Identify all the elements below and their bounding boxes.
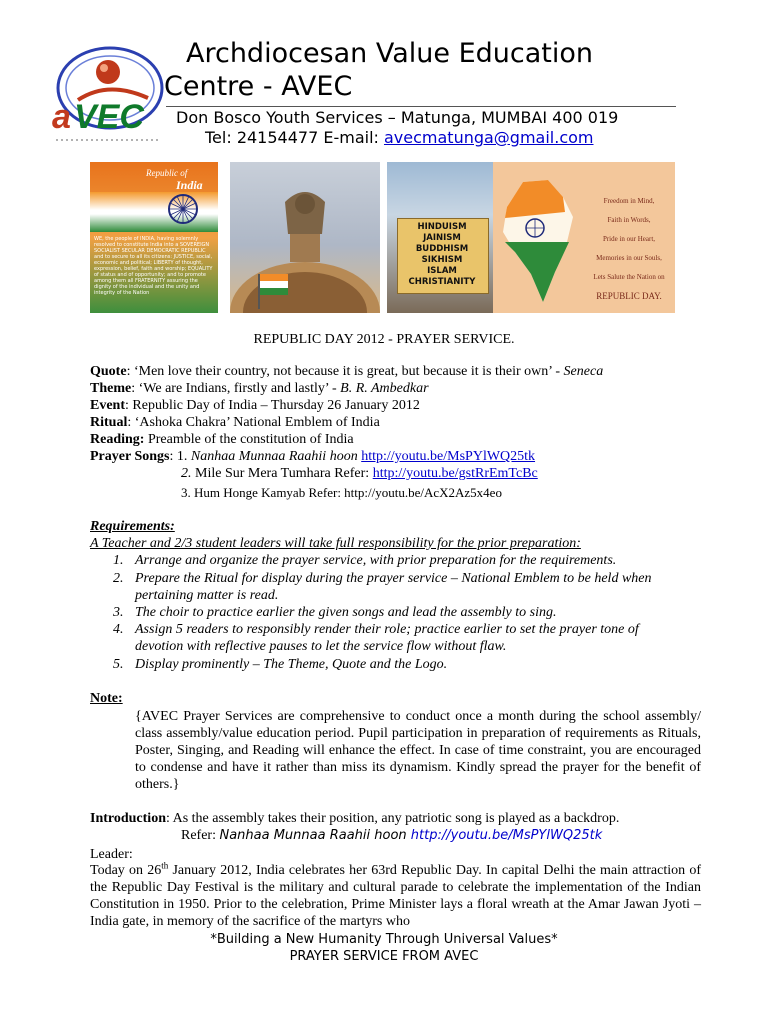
religions-list <box>399 222 485 288</box>
leader-text-b: January 2012, India celebrates her 63rd Republic Day. In capital Delhi the main attraction of the Republic Day Festival is the military and cultural parade to celebrate the implementation of the Indian Constitution in 1950. Prior to the celebration, Prime Minister lays a floral wreath at the Amar Jawan Jyoti – India gate, in memory of the sacrifice of the martyrs who <box>90 863 701 929</box>
req-item-5 <box>113 656 447 673</box>
introduction-label: Introduction <box>90 811 166 826</box>
note-text: {AVEC Prayer Services are comprehensive to conduct once a month during the school assembly/ class assembly/value education period. Pupil participation in preparation of requirements as Rituals, Poster, Singing, and Reading will enhance the effect. In case of time constraint, you are encouraged to condense and have it rather than miss its dynamism. Kindly spread the prayer for the benefit of others.} <box>135 709 701 792</box>
note-label: Note: <box>90 691 123 706</box>
song2-num: 2. <box>181 466 192 481</box>
song3-line <box>181 484 502 501</box>
page-heading: REPUBLIC DAY 2012 - PRAYER SERVICE. <box>253 332 515 347</box>
refer-label: Refer: <box>181 828 220 843</box>
header-address: Don Bosco Youth Services – Matunga, MUMBAI 400 019 <box>176 108 619 127</box>
requirements-intro: A Teacher and 2/3 student leaders will take full responsibility for the prior preparation: <box>90 536 581 551</box>
song3-num: 3. <box>181 485 191 500</box>
header-tel: Tel: 24154477 E-mail: <box>205 128 384 147</box>
logo-graphic <box>48 40 168 150</box>
quote-text: : ‘Men love their country, not because it is great, but because it is their own’ - <box>126 364 564 379</box>
image1-title: Republic of <box>146 168 188 178</box>
ritual-line <box>90 414 380 431</box>
image-republic-of-india <box>90 162 218 313</box>
svg-text:VEC: VEC <box>74 98 144 136</box>
header-title-line1: Archdiocesan Value Education <box>186 38 594 69</box>
refer-line <box>181 827 602 844</box>
req-item-4 <box>113 621 639 638</box>
req-text: pertaining matter is read. <box>135 588 279 603</box>
religion-6: CHRISTIANITY <box>408 277 476 287</box>
ritual-label: Ritual <box>90 415 128 430</box>
footer-source: PRAYER SERVICE FROM AVEC <box>289 949 479 964</box>
image-religions <box>387 162 493 313</box>
poem-line-5: Lets Salute the Nation on <box>593 273 665 281</box>
song1-title: Nanhaa Munnaa Raahii hoon <box>190 449 358 464</box>
avec-logo <box>48 40 168 150</box>
theme-text: : ‘We are Indians, firstly and lastly’ - <box>131 381 341 396</box>
quote-author: Seneca <box>563 364 604 379</box>
song2-line <box>181 465 538 482</box>
req-item-2 <box>113 570 652 587</box>
event-label: Event <box>90 398 125 413</box>
req-item-1 <box>113 552 616 569</box>
ashoka-chakra-icon <box>166 192 200 226</box>
religion-3: BUDDHISM <box>415 244 469 254</box>
quote-label: Quote <box>90 364 127 379</box>
req-item-4-cont <box>113 638 506 655</box>
req-num: 4. <box>113 622 124 637</box>
req-item-2-cont <box>113 587 278 604</box>
req-num: 1. <box>113 553 124 568</box>
req-num: 3. <box>113 605 124 620</box>
religion-2: JAINISM <box>423 233 461 243</box>
poem-line-1: Freedom in Mind, <box>603 197 655 205</box>
req-text: devotion with reflective pauses to let the service flow without flaw. <box>135 639 507 654</box>
leader-text-a: Today on 26 <box>90 863 162 878</box>
ritual-text: : ‘Ashoka Chakra’ National Emblem of India <box>127 415 380 430</box>
req-num: 2. <box>113 571 124 586</box>
image-parliament-emblem <box>230 162 380 313</box>
poem-line-4: Memories in our Souls, <box>596 254 662 262</box>
song1-line <box>90 448 535 465</box>
introduction-line <box>90 810 619 827</box>
req-num: 5. <box>113 657 124 672</box>
emblem-dome-graphic <box>230 162 380 313</box>
req-text: Arrange and organize the prayer service, with prior preparation for the requirements. <box>135 553 617 568</box>
header-email-link[interactable]: avecmatunga@gmail.com <box>383 128 594 147</box>
footer-tagline: *Building a New Humanity Through Universal Values* <box>0 932 768 948</box>
image-salute-nation <box>493 162 675 313</box>
song2-link[interactable]: http://youtu.be/gstRrEmTcBc <box>372 466 538 481</box>
req-text: The choir to practice earlier the given songs and lead the assembly to sing. <box>135 605 557 620</box>
leader-paragraph <box>90 862 701 930</box>
religion-1: HINDUISM <box>417 222 467 232</box>
req-item-3 <box>113 604 557 621</box>
theme-line <box>90 380 429 397</box>
religion-5: ISLAM <box>427 266 457 276</box>
req-text: Prepare the Ritual for display during the prayer service – National Emblem to be held when <box>135 571 652 586</box>
song2-title: Mile Sur Mera Tumhara Refer: <box>191 466 373 481</box>
leader-sup: th <box>161 860 169 871</box>
salute-poem <box>585 192 673 306</box>
quote-line <box>90 363 603 380</box>
reading-label: Reading: <box>90 432 145 447</box>
theme-author: B. R. Ambedkar <box>340 381 429 396</box>
requirements-label: Requirements: <box>90 519 175 534</box>
header-rule <box>166 106 676 107</box>
song3-title: Hum Honge Kamyab Refer: http://youtu.be/AcX2Az5x4eo <box>190 485 502 500</box>
poem-line-2: Faith in Words, <box>607 216 651 224</box>
theme-label: Theme <box>90 381 132 396</box>
reading-line <box>90 431 354 448</box>
event-line <box>90 397 420 414</box>
event-text: : Republic Day of India – Thursday 26 January 2012 <box>125 398 420 413</box>
header-title-line2: Centre - AVEC <box>164 71 353 102</box>
refer-link[interactable]: http://youtu.be/MsPYlWQ25tk <box>410 828 603 843</box>
leader-label: Leader: <box>90 847 133 862</box>
header-contact <box>205 128 594 147</box>
poem-line-6: REPUBLIC DAY. <box>596 291 662 301</box>
reading-text: Preamble of the constitution of India <box>144 432 354 447</box>
req-text: Display prominently – The Theme, Quote and the Logo. <box>135 657 448 672</box>
songs-label: Prayer Songs <box>90 449 170 464</box>
req-text: Assign 5 readers to responsibly render their role; practice earlier to set the prayer tone of <box>135 622 639 637</box>
poem-line-3: Pride in our Heart, <box>602 235 656 243</box>
song1-link[interactable]: http://youtu.be/MsPYlWQ25tk <box>361 449 536 464</box>
introduction-text: : As the assembly takes their position, any patriotic song is played as a backdrop. <box>165 811 620 826</box>
religion-4: SIKHISM <box>421 255 463 265</box>
svg-text:a: a <box>52 98 71 136</box>
refer-title: Nanhaa Munnaa Raahii hoon <box>219 828 411 843</box>
note-paragraph <box>135 708 701 793</box>
song1-num: : 1. <box>169 449 191 464</box>
image1-title2: India <box>176 178 203 192</box>
image1-caption: WE, the people of INDIA, having solemnly resolved to constitute India into a SOVEREIGN SOCIALIST SECULAR DEMOCRATIC REPUBLIC and to secure to all its citizens: JUSTICE, social, economic and political; LIBERTY of thought, expression, belief, faith and worship; EQUALITY of status and of opportunity; and to promote among them all FRATERNITY assuring the dignity of the individual and the unity and integrity of the Nation <box>94 236 213 296</box>
